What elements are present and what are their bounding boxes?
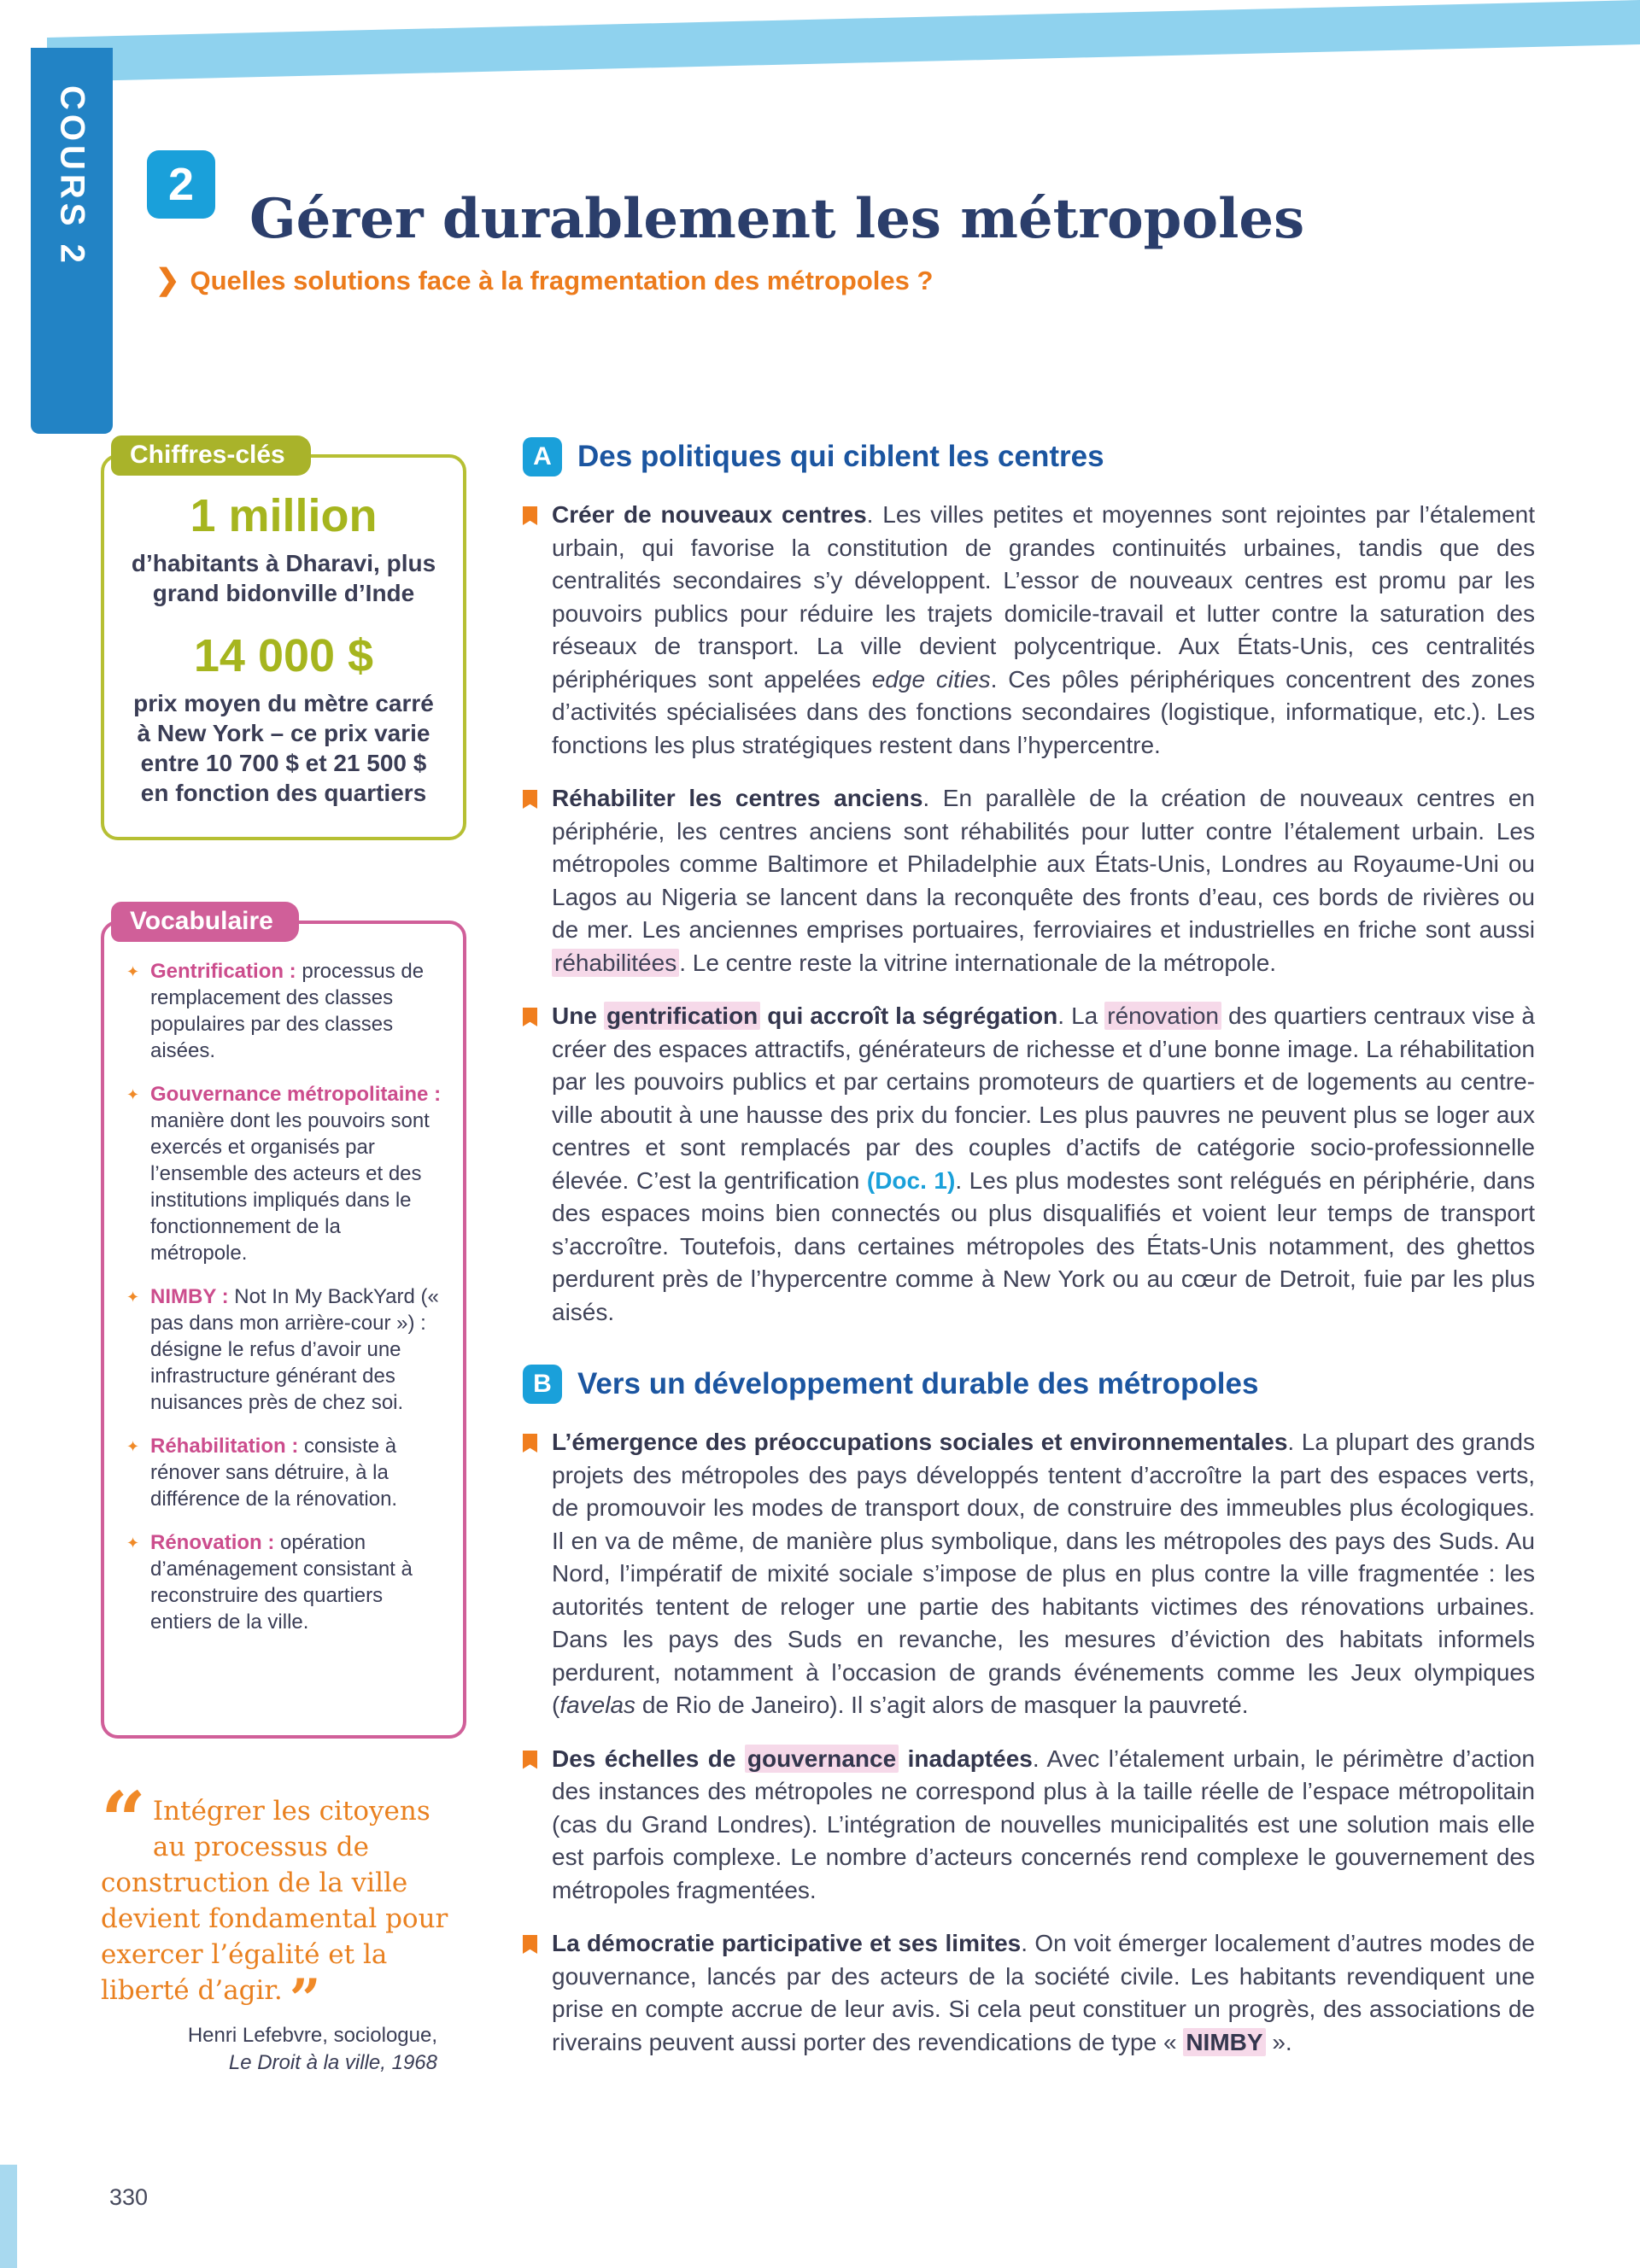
- course-side-tab-label: COURS 2: [53, 85, 91, 267]
- diamond-bullet-icon: ✦: [126, 1086, 140, 1103]
- vocab-definition: manière dont les pouvoirs sont exercés et organisés par l’ensemble des acteurs et des institutions impliqués dans le fonctionnement de la métropole.: [150, 1109, 430, 1265]
- course-side-tab: [31, 48, 113, 434]
- quote-source: Le Droit à la ville, 1968: [228, 2051, 437, 2074]
- bullet-icon: [523, 506, 537, 525]
- paragraph: [552, 1000, 1535, 1329]
- page-title: Gérer durablement les métropoles: [249, 186, 1305, 251]
- paragraph: [552, 1743, 1535, 1908]
- vocab-term: NIMBY :: [150, 1285, 229, 1308]
- lesson-question: [155, 263, 933, 297]
- bullet-icon: [523, 790, 537, 809]
- vocabulary-title: Vocabulaire: [111, 902, 299, 942]
- paragraph-text: La démocratie participative et ses limites. On voit émerger localement d’autres modes de gouvernance, lancés par des acteurs de la société civile. Les habitants revendiquent une prise en compte accrue de leur avis. Si cela peut constituer un progrès, des associations de riverains peuvent aussi porter des revendications de type « NIMBY ».: [552, 1930, 1536, 2055]
- paragraph-text: Une gentrification qui accroît la ségrégation. La rénovation des quartiers centraux vise à créer des espaces attractifs, générateurs de richesse et d’une bonne image. La réhabilitation par les pouvoirs publics et par certains promoteurs de quartiers et de logements au centre-ville aboutit à une hausse des prix du foncier. Les plus pauvres ne peuvent plus se loger aux centres et sont remplacés par des couples d’actifs de catégorie socio-professionnelle élevée. C’est la gentrification (Doc. 1). Les plus modestes sont relégués en périphérie, dans des espaces moins bien connectés ou plus disqualifiés et voient leur temps de transport s’accroître. Toutefois, dans certaines métropoles des États-Unis notamment, des ghettos perdurent près de l’hypercentre comme à New York ou au cœur de Detroit, fuie par les plus aisés.: [552, 1002, 1535, 1325]
- vocab-definition: Not In My BackYard (« pas dans mon arrière-cour ») : désigne le refus d’avoir une infrastructure générant des nuisances près de chez soi.: [150, 1285, 439, 1414]
- vocab-item: [126, 1433, 442, 1512]
- paragraph-text: Des échelles de gouvernance inadaptées. Avec l’étalement urbain, le périmètre d’action des instances des métropoles ne correspond plus à la taille réelle de l’espace métropolitain (cas du Grand Londres). L’intégration de nouvelles municipalités est une solution mais elle est parfois complexe. Le nombre d’acteurs concernés rend complexe le gouvernement des métropoles fragmentées.: [552, 1745, 1535, 1903]
- section-a-paragraphs: [552, 499, 1535, 1329]
- key-figure-item: [125, 630, 442, 808]
- section-title: Vers un développement durable des métropoles: [577, 1367, 1259, 1400]
- paragraph: [552, 782, 1535, 979]
- key-figure-caption: prix moyen du mètre carré à New York – ce prix varie entre 10 700 $ et 21 500 $ en fonction des quartiers: [133, 690, 434, 806]
- close-quote-icon: ”: [289, 1967, 321, 2031]
- lesson-question-text: Quelles solutions face à la fragmentation des métropoles ?: [190, 266, 934, 295]
- quote-block: [101, 1774, 468, 2077]
- vocab-item: [126, 958, 442, 1064]
- lesson-number-badge: 2: [147, 150, 215, 219]
- key-figures-title: Chiffres-clés: [111, 435, 311, 476]
- vocab-definition: opération d’aménagement consistant à reconstruire des quartiers entiers de la ville.: [150, 1531, 413, 1634]
- key-figure-caption: d’habitants à Dharavi, plus grand bidonville d’Inde: [131, 550, 436, 606]
- paragraph: [552, 499, 1535, 762]
- decorative-bottom-strip: [0, 2165, 17, 2268]
- key-figures-box: [101, 441, 466, 840]
- bullet-icon: [523, 1434, 537, 1453]
- vocab-term: Gentrification :: [150, 960, 296, 983]
- vocab-definition: consiste à rénover sans détruire, à la différence de la rénovation.: [150, 1435, 398, 1511]
- key-figure-value: 14 000 $: [193, 630, 374, 681]
- paragraph-text: Créer de nouveaux centres. Les villes petites et moyennes sont rejointes par l’étalement urbain, qui favorise la constitution de grandes continuités urbaines, tandis que des centralités secondaires s’y développent. L’essor de nouveaux centres est promu par les pouvoirs publics pour réduire les trajets domicile-travail et lutter contre la saturation des réseaux de transport. La ville devient polycentrique. Aux États-Unis, ces centralités périphériques sont appelées edge cities. Ces pôles périphériques concentrent des zones d’activités spécialisées dans des fonctions secondaires (logistique, informatique, etc.). Les fonctions les plus stratégiques restent dans l’hypercentre.: [552, 501, 1535, 758]
- vocab-item: [126, 1081, 442, 1266]
- vocab-item: [126, 1529, 442, 1635]
- page-number: 330: [109, 2184, 149, 2210]
- diamond-bullet-icon: ✦: [126, 1534, 140, 1552]
- paragraph: [552, 1927, 1535, 2059]
- vocab-term: Réhabilitation :: [150, 1435, 299, 1458]
- vocab-term: Gouvernance métropolitaine :: [150, 1083, 442, 1106]
- section-title: Des politiques qui ciblent les centres: [577, 440, 1104, 473]
- section-b-paragraphs: [552, 1426, 1535, 2059]
- open-quote-icon: “: [101, 1774, 146, 1867]
- bullet-icon: [523, 1751, 537, 1769]
- bullet-icon: [523, 1935, 537, 1954]
- section-b-header: [523, 1365, 1535, 1404]
- chevron-icon: ❯: [155, 264, 180, 296]
- vocab-definition: processus de remplacement des classes populaires par des classes aisées.: [150, 960, 425, 1062]
- diamond-bullet-icon: ✦: [126, 1438, 140, 1455]
- vocabulary-box: [101, 907, 466, 1739]
- paragraph: [552, 1426, 1535, 1722]
- paragraph-text: Réhabiliter les centres anciens. En parallèle de la création de nouveaux centres en périphérie, les centres anciens sont réhabilités pour lutter contre l’étalement urbain. Les métropoles comme Baltimore et Philadelphie aux États-Unis, Londres au Royaume-Uni ou Lagos au Nigeria se lancent dans la reconquête des fronts d’eau, ces bords de rivières ou de mer. Les anciennes emprises portuaires, ferroviaires et industrielles en friche sont aussi réhabilitées . Le centre reste la vitrine internationale de la métropole.: [552, 785, 1536, 976]
- lesson-body: [523, 437, 1535, 2079]
- vocabulary-list: [104, 924, 463, 1635]
- paragraph-text: L’émergence des préoccupations sociales et environnementales. La plupart des grands projets des métropoles des pays développés tentent d’accroître la part des espaces verts, de promouvoir les modes de transport doux, de construire des immeubles plus écologiques. Il en va de même, de manière plus symbolique, dans les métropoles des pays des Suds. Au Nord, l’impératif de mixité sociale s’impose de plus en plus contre la ville fragmentée : les autorités tentent de reloger une partie des habitants victimes des rénovations urbaines. Dans les pays des Suds en revanche, les mesures d’éviction des habitats informels perdurent, notamment à l’occasion de grands événements comme les Jeux olympiques (favelas de Rio de Janeiro). Il s’agit alors de masquer la pauvreté.: [552, 1429, 1535, 1718]
- diamond-bullet-icon: ✦: [126, 963, 140, 980]
- quote-text: Intégrer les citoyens au processus de construction de la ville devient fondamental pour exercer l’égalité et la liberté d’agir.: [101, 1796, 448, 2006]
- section-a-header: [523, 437, 1535, 476]
- key-figure-value: 1 million: [190, 490, 378, 541]
- section-letter-badge: A: [523, 437, 562, 476]
- decorative-top-band: [47, 0, 1640, 85]
- diamond-bullet-icon: ✦: [126, 1289, 140, 1306]
- key-figure-item: [125, 490, 442, 608]
- quote-attribution: [101, 2022, 468, 2077]
- section-letter-badge: B: [523, 1365, 562, 1404]
- quote-author: Henri Lefebvre, sociologue,: [187, 2024, 437, 2047]
- vocab-item: [126, 1283, 442, 1416]
- key-figures-content: [104, 458, 463, 808]
- bullet-icon: [523, 1008, 537, 1026]
- vocab-term: Rénovation :: [150, 1531, 275, 1554]
